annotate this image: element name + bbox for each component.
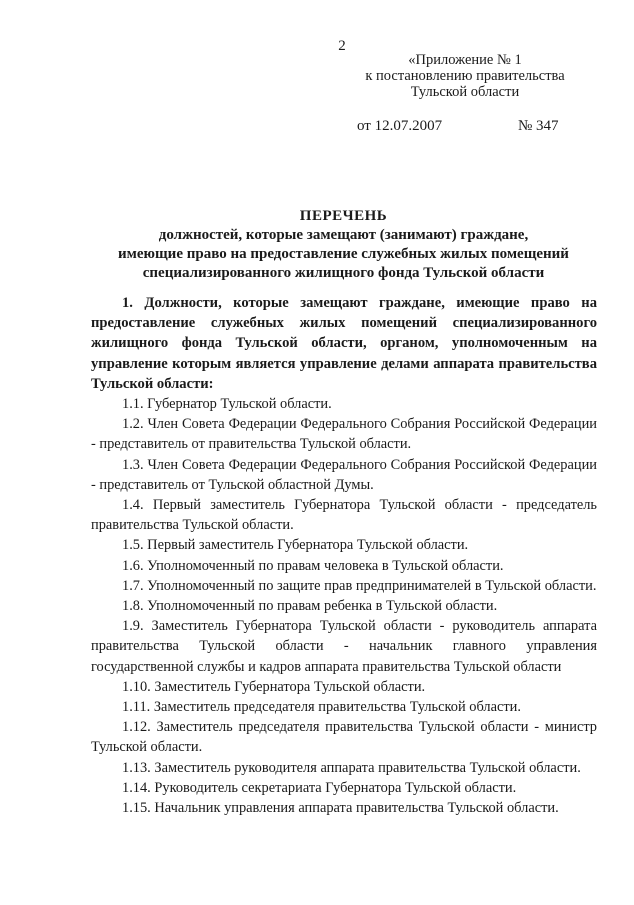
document-body xyxy=(91,293,597,818)
list-item: 1.3. Член Совета Федерации Федерального Собрания Российской Федерации - представитель от Тульской областной Думы. xyxy=(91,456,597,493)
appendix-reference xyxy=(350,52,580,100)
section-heading: 1. Должности, которые замещают граждане, имеющие право на предоставление служебных жилых помещений специализированного жилищного фонда Тульской области, органом, уполномоченным на управление которым является управление делами аппарата правительства Тульской области: xyxy=(91,295,597,392)
list-item: 1.8. Уполномоченный по правам ребенка в Тульской области. xyxy=(122,598,498,615)
list-item: 1.10. Заместитель Губернатора Тульской области. xyxy=(122,678,426,695)
list-item: 1.4. Первый заместитель Губернатора Тульской области - председатель правительства Тульской области. xyxy=(91,497,597,534)
list-item: 1.1. Губернатор Тульской области. xyxy=(122,396,332,413)
list-item: 1.6. Уполномоченный по правам человека в Тульской области. xyxy=(122,557,504,574)
appendix-line: «Приложение № 1 xyxy=(408,52,522,68)
title-line: специализированного жилищного фонда Тульской области xyxy=(142,265,545,281)
document-date: от 12.07.2007 xyxy=(357,118,443,134)
title-heading: ПЕРЕЧЕНЬ xyxy=(299,208,388,224)
title-line: имеющие право на предоставление служебных жилых помещений xyxy=(118,246,569,262)
page-number: 2 xyxy=(338,38,346,54)
list-item: 1.15. Начальник управления аппарата правительства Тульской области. xyxy=(122,800,559,817)
list-item: 1.13. Заместитель руководителя аппарата правительства Тульской области. xyxy=(122,759,581,776)
list-item: 1.7. Уполномоченный по защите прав предпринимателей в Тульской области. xyxy=(122,577,597,594)
document-title xyxy=(40,207,634,283)
list-item: 1.12. Заместитель председателя правительства Тульской области - министр Тульской области. xyxy=(91,719,597,756)
list-item: 1.5. Первый заместитель Губернатора Тульской области. xyxy=(122,537,469,554)
appendix-line: Тульской области xyxy=(410,84,520,100)
list-item: 1.9. Заместитель Губернатора Тульской области - руководитель аппарата правительства Тульской области - начальник главного управления государственной службы и кадров аппарата правительства Тульской области xyxy=(91,618,597,675)
list-item: 1.2. Член Совета Федерации Федерального Собрания Российской Федерации - представитель от правительства Тульской области. xyxy=(91,416,597,453)
document-number: № 347 xyxy=(518,118,559,134)
list-item: 1.14. Руководитель секретариата Губернатора Тульской области. xyxy=(122,779,517,796)
appendix-line: к постановлению правительства xyxy=(365,68,565,84)
title-line: должностей, которые замещают (занимают) граждане, xyxy=(158,227,529,243)
list-item: 1.11. Заместитель председателя правительства Тульской области. xyxy=(122,699,521,716)
